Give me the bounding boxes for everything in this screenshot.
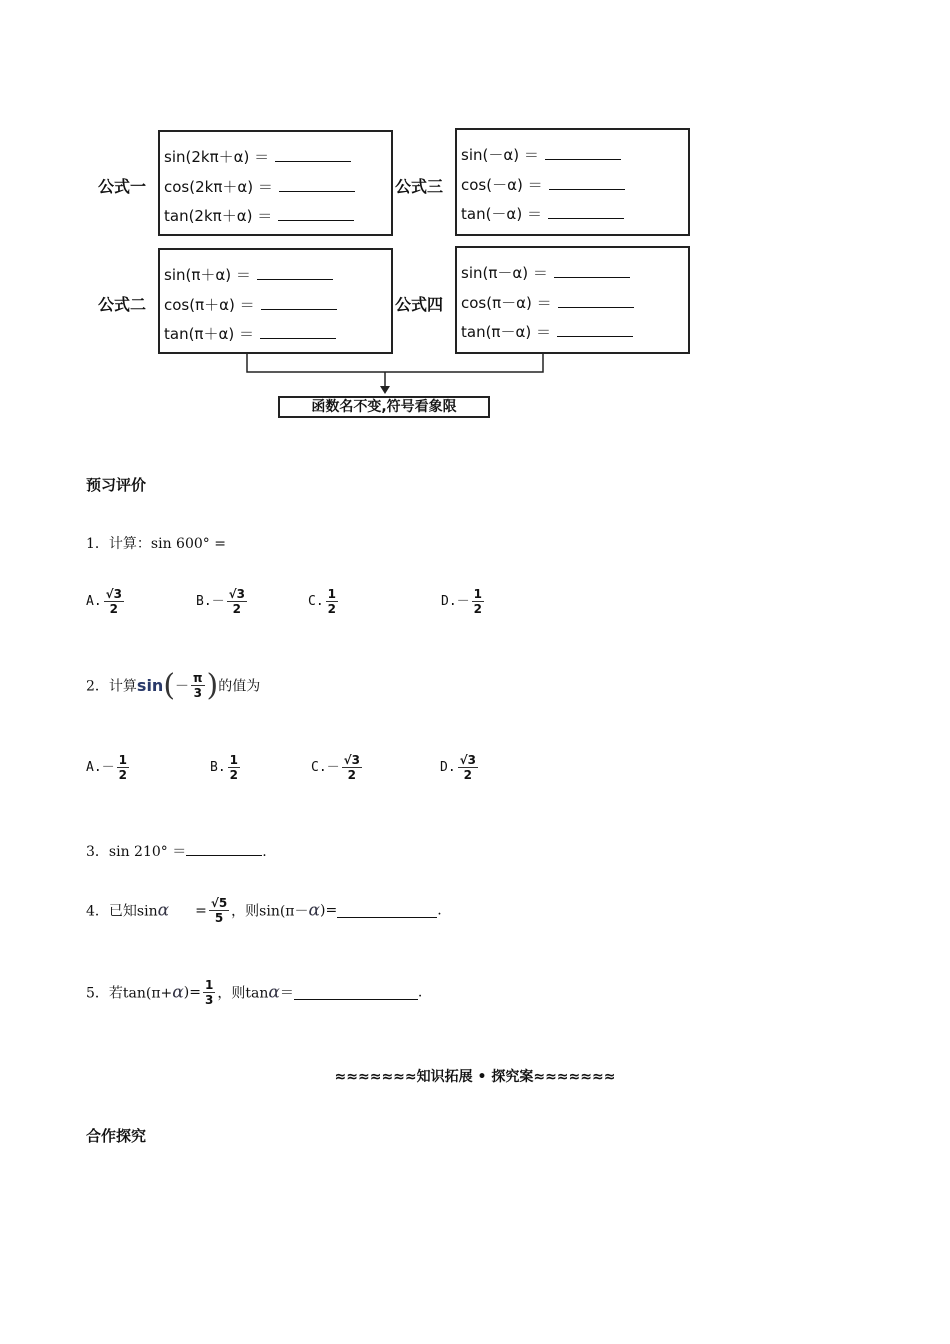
answer-blank[interactable] (186, 842, 262, 856)
formula-row: sin(2kπ＋α) ＝ (164, 146, 351, 167)
question-2: 2．计算sin(－ $\frac{\pi}{3}$ )的值为 (86, 668, 261, 703)
option-c: C.－ $\frac{√3}{2}$ (311, 753, 361, 782)
formula-row: cos(2kπ＋α) ＝ (164, 176, 355, 197)
option-d: D. $\frac{√3}{2}$ (440, 753, 477, 782)
formula-three-label: 公式三 (395, 177, 444, 196)
bracket-line (247, 352, 543, 372)
formula-two-label: 公式二 (98, 295, 147, 314)
option-b: B. $\frac{1}{2}$ (210, 753, 239, 782)
formula-one-label: 公式一 (98, 177, 147, 196)
formula-row: tan(－α) ＝ (461, 203, 624, 224)
formula-row: sin(π＋α) ＝ (164, 264, 333, 285)
question-3: 3．sin 210° ＝ . (86, 844, 267, 860)
question-5: 5．若tan(π+α)= $\frac{1}{3}$ ，则tanα＝ . (86, 978, 423, 1007)
arrow-down-icon (380, 386, 390, 394)
section-divider: ≈≈≈≈≈≈≈知识拓展 • 探究案≈≈≈≈≈≈≈ (334, 1069, 616, 1085)
answer-blank[interactable] (294, 986, 418, 1000)
question-4: 4．已知sinα = $\frac{√5}{5}$ ，则sin(π－α)= . (86, 896, 442, 925)
option-a: A. $\frac{√3}{2}$ (86, 587, 123, 616)
connector-lines (0, 0, 950, 420)
section-title-cooperative: 合作探究 (86, 1127, 147, 1145)
formula-row: tan(π－α) ＝ (461, 321, 633, 342)
formula-row: sin(－α) ＝ (461, 144, 621, 165)
option-d: D.－ $\frac{1}{2}$ (441, 587, 483, 616)
option-b: B.－ $\frac{√3}{2}$ (196, 587, 246, 616)
formula-row: tan(π＋α) ＝ (164, 323, 336, 344)
summary-box: 函数名不变,符号看象限 (278, 396, 490, 418)
question-1: 1．计算：sin 600° = (86, 536, 226, 552)
option-c: C. $\frac{1}{2}$ (308, 587, 337, 616)
formula-row: cos(－α) ＝ (461, 174, 625, 195)
option-a: A.－ $\frac{1}{2}$ (86, 753, 128, 782)
formula-row: cos(π－α) ＝ (461, 292, 634, 313)
formula-row: tan(2kπ＋α) ＝ (164, 205, 354, 226)
answer-blank[interactable] (337, 904, 437, 918)
formula-row: cos(π＋α) ＝ (164, 294, 337, 315)
section-title-preview: 预习评价 (86, 476, 147, 494)
formula-four-label: 公式四 (395, 295, 444, 314)
formula-row: sin(π－α) ＝ (461, 262, 630, 283)
